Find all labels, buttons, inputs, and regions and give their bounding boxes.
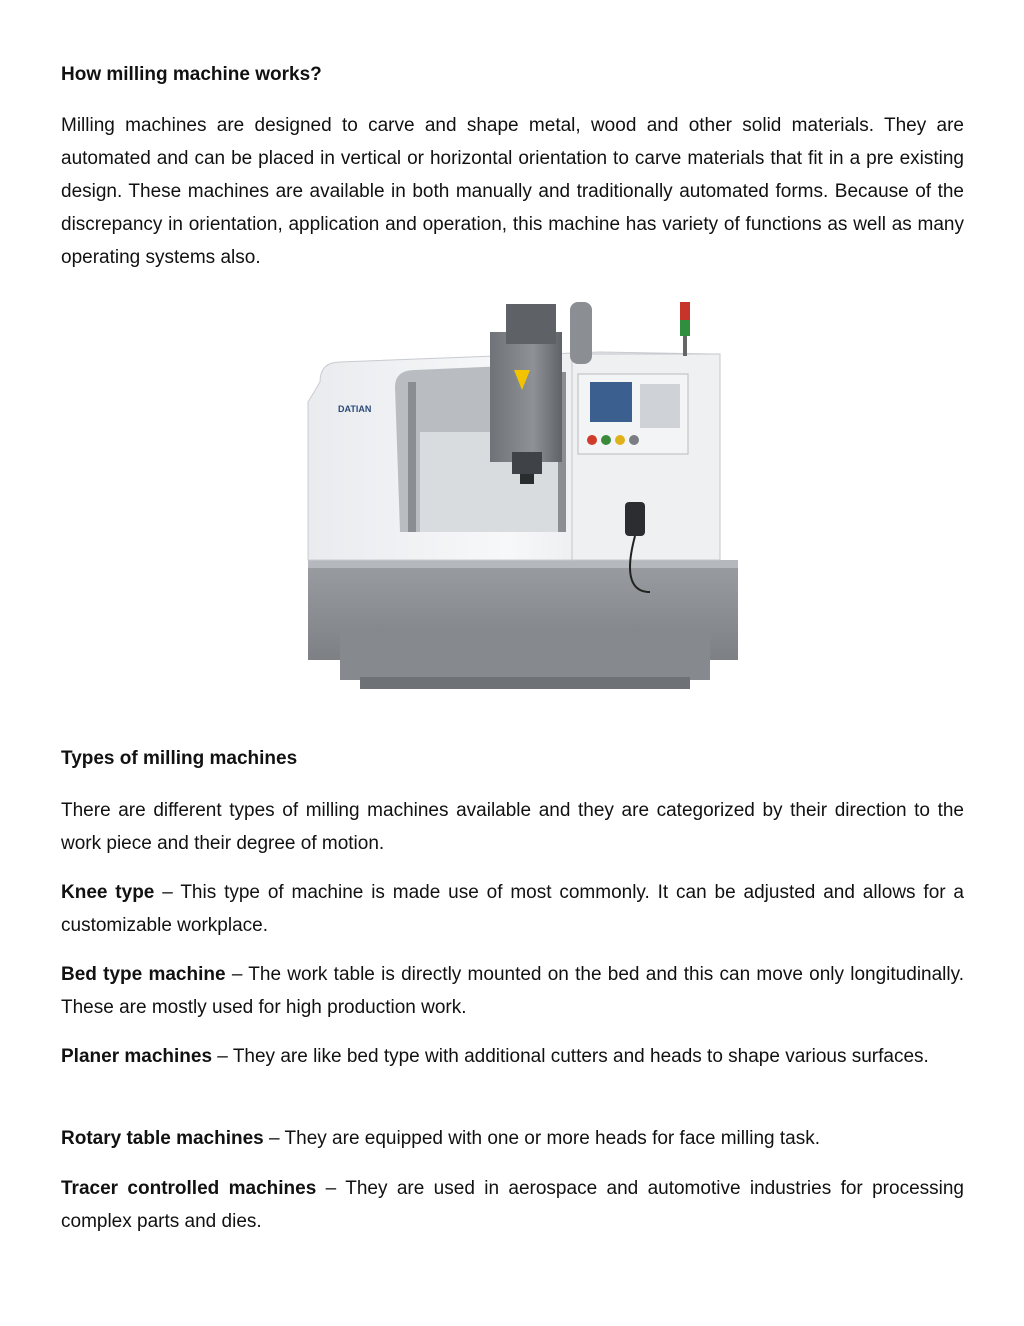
section-heading-how-works: How milling machine works? [61,64,322,85]
milling-machine-image [300,292,770,710]
type-rotary [61,1122,964,1155]
type-bed [61,958,964,1024]
types-intro-paragraph: There are different types of milling machines available and they are categorized by their direction to the work piece and their degree of motion. [61,800,964,854]
section-heading-types: Types of milling machines [61,748,298,769]
type-term: Tracer controlled machines [61,1178,317,1199]
type-term: Bed type machine [61,964,226,985]
machine-logo: DATIAN [338,404,372,414]
type-term: Planer machines [61,1046,213,1067]
intro-paragraph: Milling machines are designed to carve and shape metal, wood and other solid materials. They are automated and can be placed in vertical or horizontal orientation to carve materials that fit in a pre existing design. These machines are available in both manually and traditionally automated forms. Because of the discrepancy in orientation, application and operation, this machine has variety of functions as well as many operating systems also. [61,115,964,268]
type-term: Rotary table machines [61,1128,264,1149]
type-desc: – They are equipped with one or more heads for face milling task. [263,1128,820,1149]
type-desc: – They are used in aerospace and automotive industries for processing complex parts and dies. [61,1178,964,1232]
type-desc: – This type of machine is made use of most commonly. It can be adjusted and allows for a customizable workplace. [61,882,965,936]
type-planer [61,1040,964,1073]
type-desc: – They are like bed type with additional cutters and heads to shape various surfaces. [212,1046,929,1067]
type-tracer [61,1172,964,1238]
type-term: Knee type [61,882,155,903]
type-knee [61,876,964,942]
type-desc: – The work table is directly mounted on the bed and this can move only longitudinally. These are mostly used for high production work. [61,964,964,1018]
